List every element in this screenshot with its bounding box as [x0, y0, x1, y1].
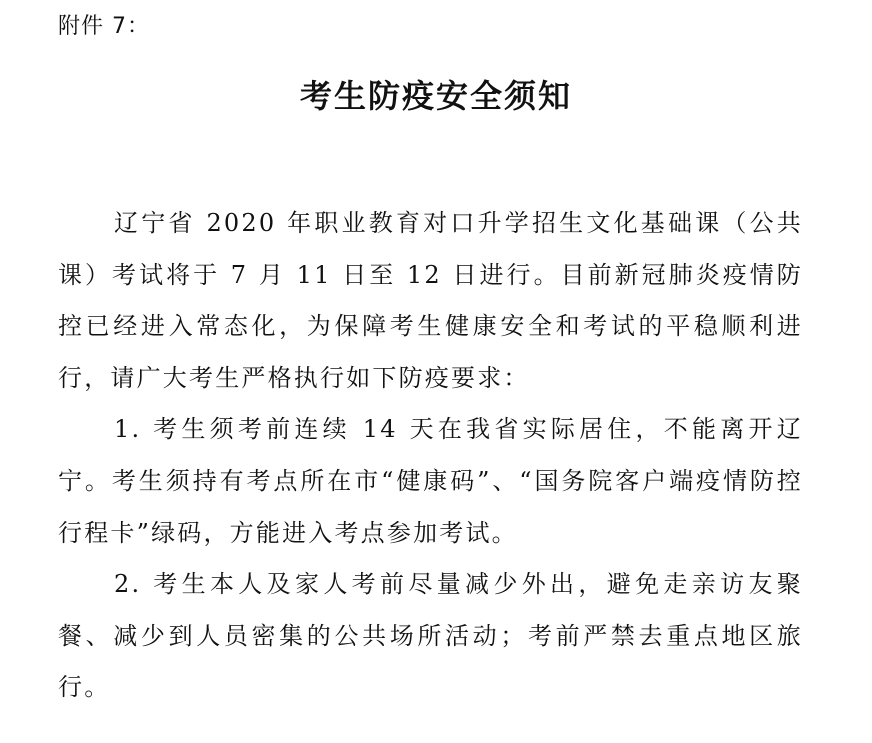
requirement-paragraph-1: 1. 考生须考前连续 14 天在我省实际居住，不能离开辽宁。考生须持有考点所在市“健康码”、“国务院客户端疫情防控行程卡”绿码，方能进入考点参加考试。 — [58, 415, 803, 547]
attachment-label: 附件 7： — [58, 14, 150, 39]
intro-paragraph: 辽宁省 2020 年职业教育对口升学招生文化基础课（公共课）考试将于 7 月 11 日至 12 日进行。目前新冠肺炎疫情防控已经进入常态化，为保障考生健康安全和考试的平稳顺利进行，请广大考生严格执行如下防疫要求： — [58, 209, 803, 392]
document-title: 考生防疫安全须知 — [299, 77, 572, 115]
document-body — [58, 198, 803, 714]
requirement-paragraph-2: 2. 考生本人及家人考前尽量减少外出，避免走亲访友聚餐、减少到人员密集的公共场所活动；考前严禁去重点地区旅行。 — [58, 570, 803, 702]
